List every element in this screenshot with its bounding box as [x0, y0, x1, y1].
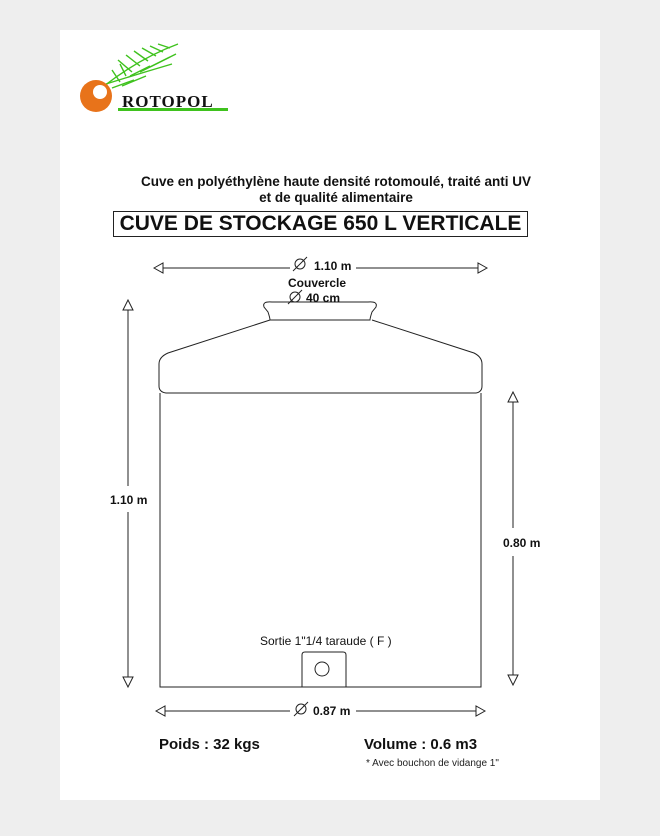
subtitle-line-2: et de qualité alimentaire: [259, 190, 413, 205]
diameter-symbol-base-icon: [294, 702, 308, 716]
outlet-fitting: [302, 652, 346, 687]
subtitle-line-1: Cuve en polyéthylène haute densité rotomoulé, traité anti UV: [140, 174, 532, 189]
lid-label: Couvercle: [288, 276, 347, 290]
body-height-label: 0.80 m: [503, 536, 541, 550]
lid-diameter-label: 40 cm: [306, 291, 341, 305]
base-width-label: 0.87 m: [313, 704, 351, 718]
outlet-label: Sortie 1"1/4 taraude ( F ): [260, 634, 392, 648]
outlet-hole: [315, 662, 329, 676]
diameter-symbol-top-icon: [293, 257, 307, 271]
page-title: CUVE DE STOCKAGE 650 L VERTICALE: [113, 211, 528, 237]
tank-shoulder: [159, 320, 482, 393]
brand-name: ROTOPOL: [122, 92, 214, 111]
top-width-label: 1.10 m: [314, 259, 352, 273]
weight-spec: Poids : 32 kgs: [159, 736, 260, 753]
total-height-label: 1.10 m: [110, 493, 148, 507]
drain-plug-note: * Avec bouchon de vidange 1": [366, 758, 499, 769]
volume-spec: Volume : 0.6 m3: [364, 736, 478, 753]
